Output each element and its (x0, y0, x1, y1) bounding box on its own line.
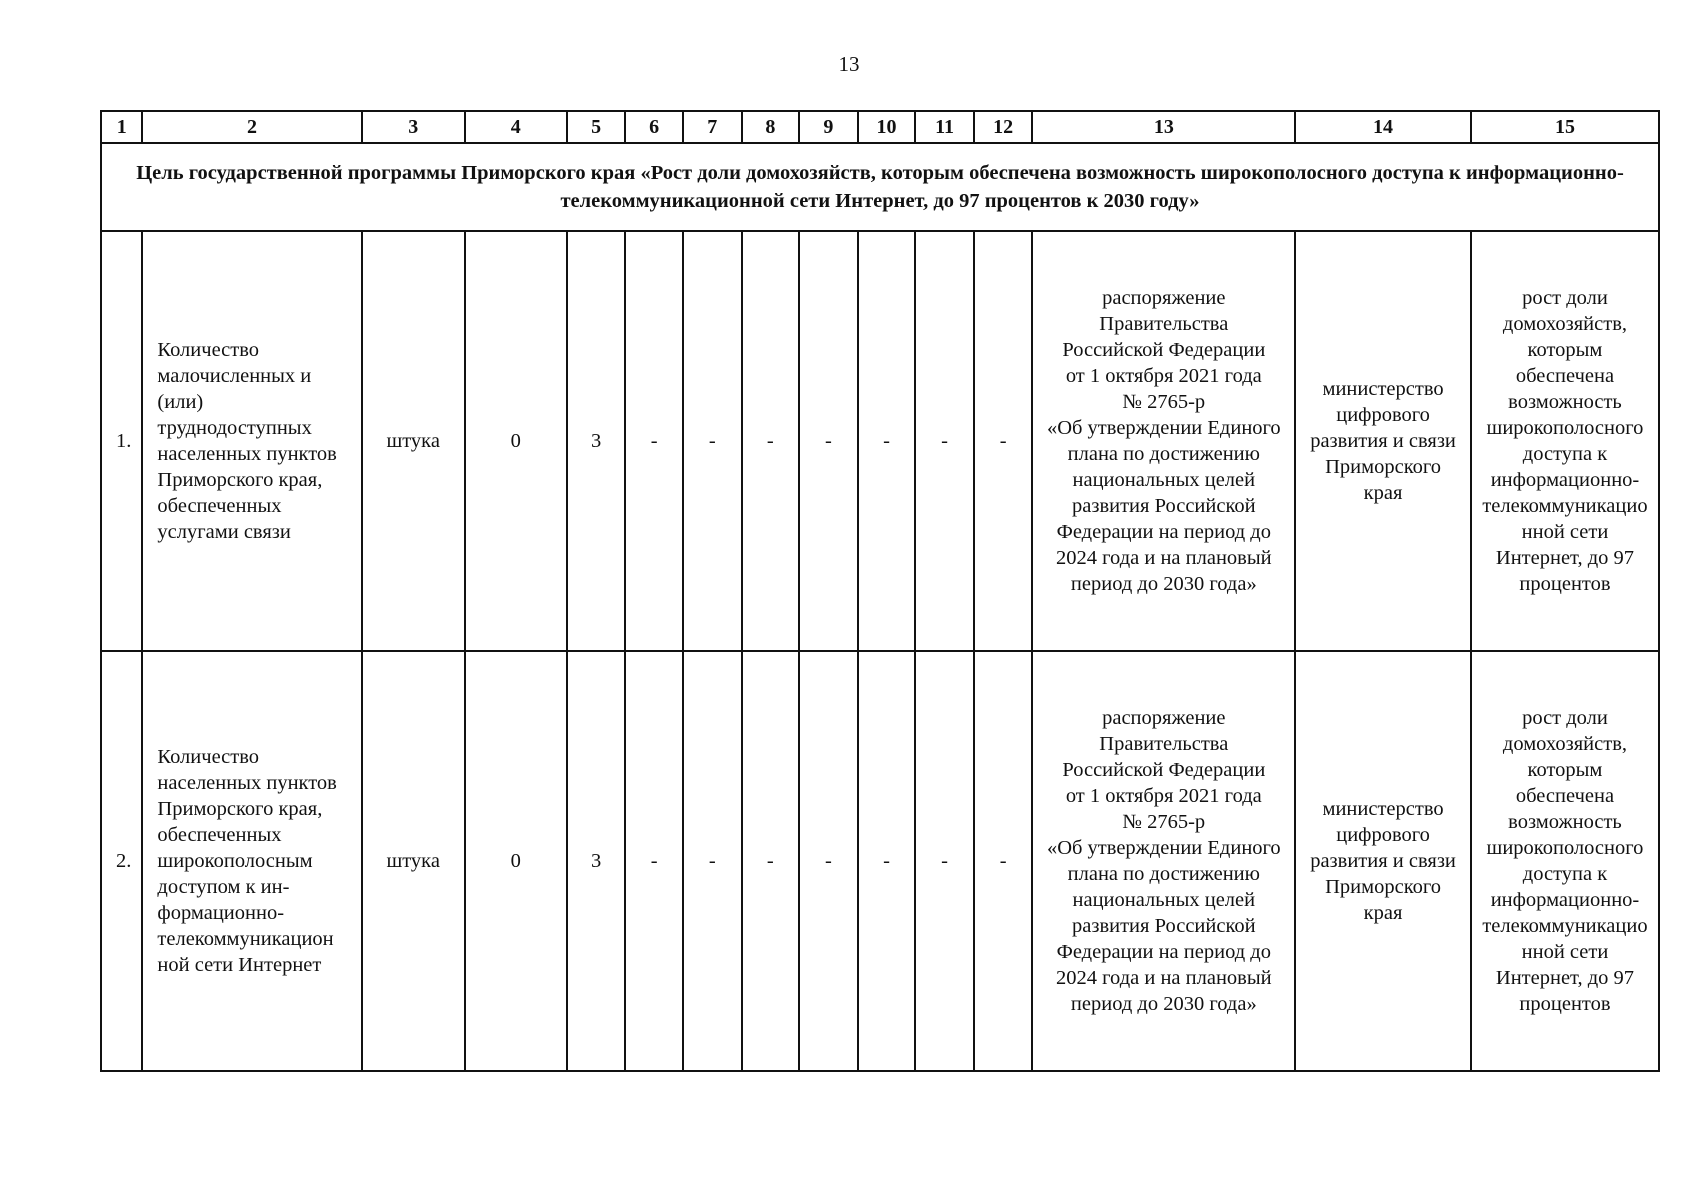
column-number-header: 9 (799, 111, 858, 143)
year-value: - (683, 651, 742, 1071)
table-row (101, 651, 1659, 1071)
source-document (1032, 651, 1295, 1071)
source-document (1032, 231, 1295, 651)
unit-of-measure: штука (362, 651, 465, 1071)
source-document-text: распоряжение Правительства Российской Федерации от 1 октября 2021 года № 2765-р «Об утверждении Единого плана по достижению национальных целей развития Российской Федерации на период до 2024 года и на плановый период до 2030 года» (1046, 287, 1281, 595)
year-value: - (858, 231, 916, 651)
page-number: 13 (838, 52, 860, 76)
column-number-header: 13 (1032, 111, 1295, 143)
indicator-name (142, 231, 361, 651)
column-number-row (101, 111, 1659, 143)
program-goal: Цель государственной программы Приморского края «Рост доли домохозяйств, которым обеспечена возможность широкополосного доступа к информационно-телекоммуникационной сети Интернет, до 97 процентов к 2030 году» (101, 143, 1659, 231)
year-value: - (974, 651, 1033, 1071)
year-value: - (974, 231, 1033, 651)
base-value: 0 (465, 651, 567, 1071)
year-value: - (683, 231, 742, 651)
target-value: 3 (567, 231, 626, 651)
indicator-name-text: Количество населенных пунктов Приморского края, обеспеченных широкополосным доступом к ин- формационно- телекоммуникацион ной сети Интернет (157, 746, 337, 976)
column-number-header: 11 (915, 111, 974, 143)
column-number-header: 10 (858, 111, 916, 143)
year-value: - (625, 651, 683, 1071)
goal-link (1471, 651, 1659, 1071)
year-value: - (915, 651, 974, 1071)
responsible-body-text: министерство цифрового развития и связи Приморского края (1310, 798, 1456, 924)
target-value: 3 (567, 651, 626, 1071)
column-number-header: 15 (1471, 111, 1659, 143)
year-value: - (799, 651, 858, 1071)
table-row (101, 231, 1659, 651)
responsible-body (1295, 231, 1471, 651)
indicator-name (142, 651, 361, 1071)
program-goal-row (101, 143, 1659, 231)
row-number: 2. (101, 651, 142, 1071)
column-number-header: 12 (974, 111, 1033, 143)
column-number-header: 3 (362, 111, 465, 143)
column-number-header: 1 (101, 111, 142, 143)
column-number-header: 4 (465, 111, 567, 143)
goal-link-text: рост доли домохозяйств, которым обеспечена возможность широкополосного доступа к информационно- телекоммуникацио нной сети Интернет, до 97 процентов (1482, 287, 1648, 595)
source-document-text: распоряжение Правительства Российской Федерации от 1 октября 2021 года № 2765-р «Об утверждении Единого плана по достижению национальных целей развития Российской Федерации на период до 2024 года и на плановый период до 2030 года» (1046, 707, 1281, 1015)
indicators-table (100, 110, 1660, 1072)
year-value: - (742, 651, 800, 1071)
responsible-body-text: министерство цифрового развития и связи Приморского края (1310, 378, 1456, 504)
goal-link-text: рост доли домохозяйств, которым обеспечена возможность широкополосного доступа к информационно- телекоммуникацио нной сети Интернет, до 97 процентов (1482, 707, 1648, 1015)
year-value: - (799, 231, 858, 651)
year-value: - (625, 231, 683, 651)
year-value: - (915, 231, 974, 651)
base-value: 0 (465, 231, 567, 651)
column-number-header: 5 (567, 111, 626, 143)
column-number-header: 8 (742, 111, 800, 143)
year-value: - (858, 651, 916, 1071)
column-number-header: 6 (625, 111, 683, 143)
unit-of-measure: штука (362, 231, 465, 651)
goal-link (1471, 231, 1659, 651)
column-number-header: 2 (142, 111, 361, 143)
indicator-name-text: Количество малочисленных и (или) труднодоступных населенных пунктов Приморского края, обеспеченных услугами связи (157, 339, 337, 543)
column-number-header: 14 (1295, 111, 1471, 143)
row-number: 1. (101, 231, 142, 651)
column-number-header: 7 (683, 111, 742, 143)
responsible-body (1295, 651, 1471, 1071)
year-value: - (742, 231, 800, 651)
